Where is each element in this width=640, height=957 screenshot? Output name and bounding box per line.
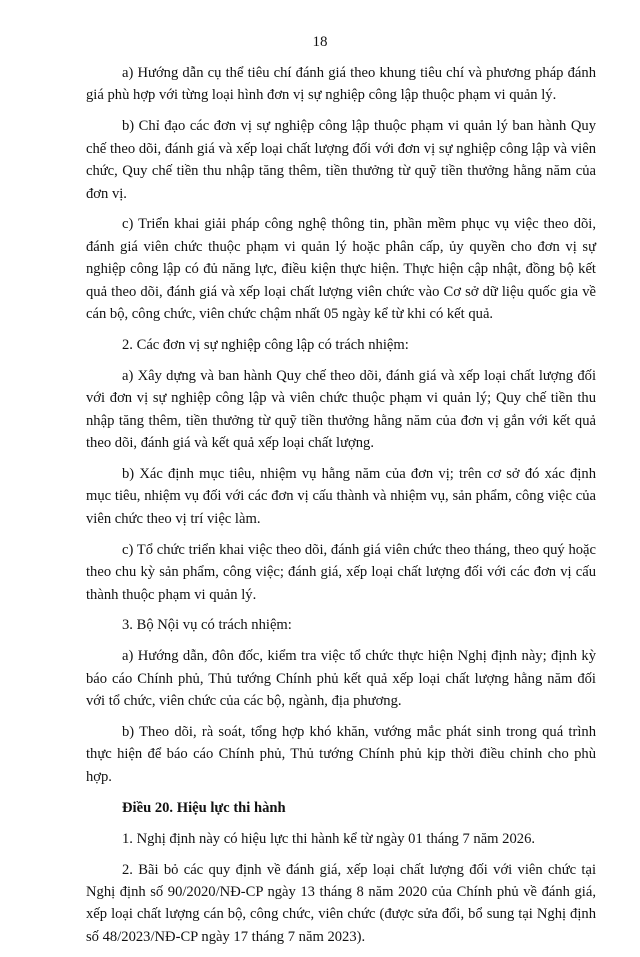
article-20-heading: Điều 20. Hiệu lực thi hành xyxy=(122,799,286,816)
paragraph-3: 3. Bộ Nội vụ có trách nhiệm: xyxy=(122,617,292,634)
paragraph-1a: a) Hướng dẫn cụ thể tiêu chí đánh giá theo khung tiêu chí và phương pháp đánh giá phù hợp với từng loại hình đơn vị sự nghiệp công lập thuộc phạm vi quản lý. xyxy=(86,65,596,104)
paragraph-3b: b) Theo dõi, rà soát, tổng hợp khó khăn, vướng mắc phát sinh trong quá trình thực hiện để báo cáo Chính phủ, Thủ tướng Chính phủ kịp thời điều chỉnh cho phù hợp. xyxy=(86,724,596,785)
paragraph-1b: b) Chỉ đạo các đơn vị sự nghiệp công lập thuộc phạm vi quản lý ban hành Quy chế theo dõi, đánh giá và xếp loại chất lượng đối với đơn vị sự nghiệp công lập và viên chức, Quy chế tiền thu nhập tăng thêm, tiền thưởng từ quỹ tiền thưởng hằng năm của đơn vị. xyxy=(86,118,596,202)
paragraph-3a: a) Hướng dẫn, đôn đốc, kiểm tra việc tổ chức thực hiện Nghị định này; định kỳ báo cáo Chính phủ, Thủ tướng Chính phủ kết quả xếp loại chất lượng hằng năm đối với tổ chức, viên chức của các bộ, ngành, địa phương. xyxy=(86,648,596,710)
paragraph-2a: a) Xây dựng và ban hành Quy chế theo dõi, đánh giá và xếp loại chất lượng đối với đơn vị sự nghiệp công lập và viên chức thuộc phạm vi quản lý; Quy chế tiền thu nhập tăng thêm, tiền thưởng từ quỹ tiền thưởng hằng năm của đơn vị gắn với kết quả theo dõi, đánh giá và kết quả xếp loại chất lượng. xyxy=(86,367,596,452)
paragraph-2b: b) Xác định mục tiêu, nhiệm vụ hằng năm của đơn vị; trên cơ sở đó xác định mục tiêu, nhiệm vụ đối với các đơn vị cấu thành và nhiệm vụ, sản phẩm, công việc của viên chức theo vị trí việc làm. xyxy=(86,466,596,527)
article-20-clause-1: 1. Nghị định này có hiệu lực thi hành kể từ ngày 01 tháng 7 năm 2026. xyxy=(122,830,536,847)
paragraph-1c: c) Triển khai giải pháp công nghệ thông tin, phần mềm phục vụ việc theo dõi, đánh giá viên chức thuộc phạm vi quản lý hoặc phân cấp, ủy quyền cho đơn vị sự nghiệp công lập có đủ năng lực, điều kiện thực hiện. Thực hiện cập nhật, đồng bộ kết quả theo dõi, đánh giá và xếp loại chất lượng viên chức vào Cơ sở dữ liệu quốc gia về cán bộ, công chức, viên chức chậm nhất 05 ngày kể từ khi có kết quả. xyxy=(86,216,596,323)
document-body xyxy=(86,62,596,957)
paragraph-2: 2. Các đơn vị sự nghiệp công lập có trách nhiệm: xyxy=(122,336,409,353)
article-20-clause-2: 2. Bãi bỏ các quy định về đánh giá, xếp loại chất lượng đối với viên chức tại Nghị định số 90/2020/NĐ-CP ngày 13 tháng 8 năm 2020 của Chính phủ về đánh giá, xếp loại chất lượng cán bộ, công chức, viên chức (được sửa đổi, bổ sung tại Nghị định số 48/2023/NĐ-CP ngày 17 tháng 7 năm 2023). xyxy=(86,861,596,945)
paragraph-2c: c) Tổ chức triển khai việc theo dõi, đánh giá viên chức theo tháng, theo quý hoặc theo chu kỳ sản phẩm, công việc; đánh giá, xếp loại chất lượng đối với các đơn vị cấu thành thuộc phạm vi quản lý. xyxy=(86,541,596,603)
page-number: 18 xyxy=(312,34,328,50)
